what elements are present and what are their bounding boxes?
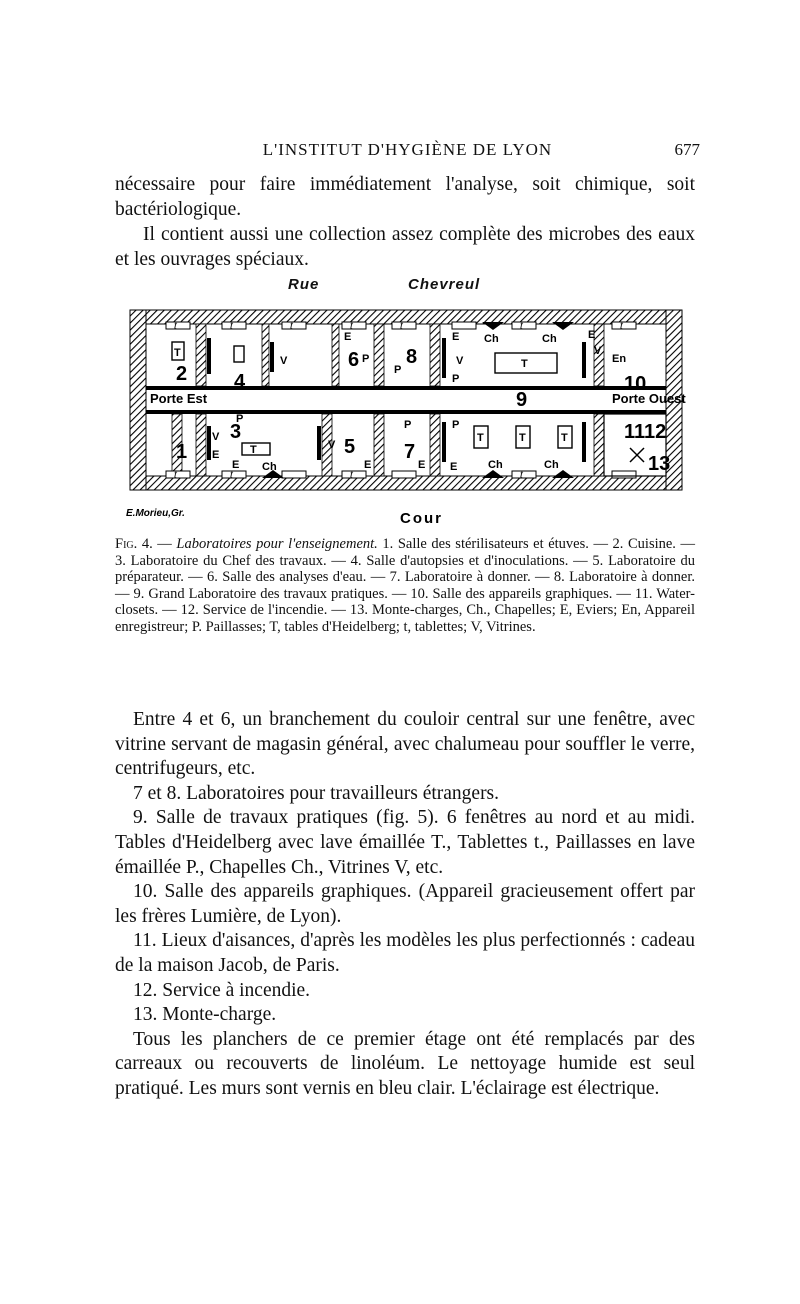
floor-plan-figure [112,298,702,524]
figure-caption: Fig. 4. — Laboratoires pour l'enseignement. 1. Salle des stérilisateurs et étuves. — 2. Cuisine. — 3. Laboratoire du Chef des travaux. — 4. Salle d'autopsies et d'inoculations. — 5. Laboratoire du préparateur. — 6. Salle des analyses d'eau. — 7. Laboratoire à donner. — 8. Laboratoire à donner. — 9. Grand Laboratoire des travaux pratiques. — 10. Salle des appareils graphiques. — 11. Water-closets. — 12. Service de l'incendie. — 13. Monte-charges, Ch., Chapelles; E, Eviers; En, Appareil enregistreur; P. Paillasses; T, tables d'Heidelberg; t, tablettes; V, Vitrines. [115,536,696,635]
body-paragraph: 10. Salle des appareils graphiques. (Appareil gracieusement offert par les frères Lumière, de Lyon). [115,881,695,927]
body-paragraph: 9. Salle de travaux pratiques (fig. 5). 6 fenêtres au nord et au midi. Tables d'Heidelberg avec lave émaillée T., Tablettes t., Paillasses en lave émaillée P., Chapelles Ch., Vitrines V, etc. [115,807,695,878]
svg-text:T: T [174,347,181,359]
room-number: 12 [644,421,667,443]
room-number: 13 [648,453,671,475]
door-east-label: Porte Est [150,391,208,406]
room-number: 9 [516,389,528,411]
svg-text:t: t [290,321,293,332]
svg-text:E: E [364,459,372,471]
room-number: 1 [176,441,188,463]
room-number: 5 [344,436,356,458]
svg-text:En: En [612,353,627,365]
svg-text:P: P [404,419,412,431]
svg-text:t: t [350,321,353,332]
svg-text:E: E [212,449,220,461]
svg-text:T: T [521,358,528,370]
svg-text:V: V [456,355,464,367]
svg-text:Ch: Ch [544,459,559,471]
east-wall [130,310,146,490]
room-number: 2 [176,363,188,385]
body-paragraph: 11. Lieux d'aisances, d'après les modèles les plus perfectionnés : cadeau de la maison Jacob, de Paris. [115,930,695,976]
body-paragraph: Tous les planchers de ce premier étage ont été remplacés par des carreaux ou recouverts de linoléum. Le nettoyage humide est seul pratiqué. Les murs sont vernis en bleu clair. L'éclairage est électrique. [115,1028,695,1099]
svg-text:Ch: Ch [488,459,503,471]
svg-text:P: P [452,373,460,385]
svg-text:V: V [280,355,288,367]
room-number: 3 [230,421,242,443]
body-paragraph: 12. Service à incendie. [133,979,311,1001]
svg-text:T: T [519,432,526,444]
room-number: 4 [234,371,246,393]
room-number: 10 [624,373,647,395]
figure-title: Laboratoires pour l'enseignement. [176,536,378,552]
street-label-rue: Rue [288,276,320,293]
body-paragraph: 13. Monte-charge. [133,1004,277,1026]
svg-text:P: P [362,353,370,365]
street-label-chevreul: Chevreul [408,276,481,293]
svg-text:P: P [394,364,402,376]
svg-text:V: V [328,439,336,451]
body-paragraph: Entre 4 et 6, un branchement du couloir central sur une fenêtre, avec vitrine servant de magasin général, avec chalumeau pour souffler le verre, centrifugeurs, etc. [115,709,695,780]
door-west-label: Porte Ouest [612,391,686,406]
body-paragraph: 7 et 8. Laboratoires pour travailleurs étrangers. [133,782,500,804]
room-number: 6 [348,349,360,371]
figure-label: Fig. 4. [115,536,153,552]
engraver-signature: E.Morieu,Gr. [126,508,185,519]
svg-text:E: E [588,329,596,341]
intro-paragraph-1: nécessaire pour faire immédiatement l'analyse, soit chimique, soit bactériologique. [115,174,695,220]
svg-text:P: P [236,413,244,425]
svg-text:V: V [594,345,602,357]
corridor-wall-south [146,410,666,414]
svg-text:E: E [452,331,460,343]
chapelles [262,322,574,478]
svg-text:T: T [477,432,484,444]
svg-text:E: E [344,331,352,343]
svg-text:T: T [250,444,257,456]
running-head [115,140,700,164]
svg-text:t: t [520,321,523,332]
intro-paragraph-2: Il contient aussi une collection assez complète des microbes des eaux et les ouvrages spéciaux. [115,224,695,270]
corridor-wall-north [146,386,666,390]
svg-text:E: E [232,459,240,471]
svg-text:t: t [230,321,233,332]
svg-text:Ch: Ch [262,461,277,473]
svg-text:Ch: Ch [542,333,557,345]
svg-text:E: E [418,459,426,471]
court-label: Cour [400,510,443,524]
svg-text:t: t [350,470,353,481]
room-number: 7 [404,441,416,463]
svg-text:V: V [212,431,220,443]
page-number: 677 [674,140,700,159]
svg-text:t: t [520,470,523,481]
figure-legend: 1. Salle des stérilisateurs et étuves. — 2. Cuisine. — 3. Laboratoire du Chef des travaux. — 4. Salle d'autopsies et d'inoculations. — 5. Laboratoire du préparateur. — 6. Salle des analyses d'eau. — 7. Laboratoire à donner. — 8. Laboratoire à donner. — 9. Grand Laboratoire des travaux pratiques. — 10. Salle des appareils graphiques. — 11. Water-closets. — 12. Service de l'incendie. — 13. Monte-charges, Ch., Chapelles; E, Eviers; En, Appareil enregistreur; P. Paillasses; T, tables d'Heidelberg; t, tablettes; V, Vitrines. [115,536,696,635]
svg-text:P: P [452,419,460,431]
running-title: L'INSTITUT D'HYGIÈNE DE LYON [262,140,553,159]
body-text [115,708,695,1102]
svg-text:t: t [230,470,233,481]
svg-text:Ch: Ch [484,333,499,345]
tablette-marks [174,321,627,481]
svg-text:t: t [174,321,177,332]
svg-text:T: T [561,432,568,444]
svg-text:t: t [400,321,403,332]
svg-text:t: t [174,470,177,481]
svg-text:E: E [450,461,458,473]
room-number: 11 [624,421,646,443]
room-number: 8 [406,346,418,368]
svg-text:t: t [620,321,623,332]
